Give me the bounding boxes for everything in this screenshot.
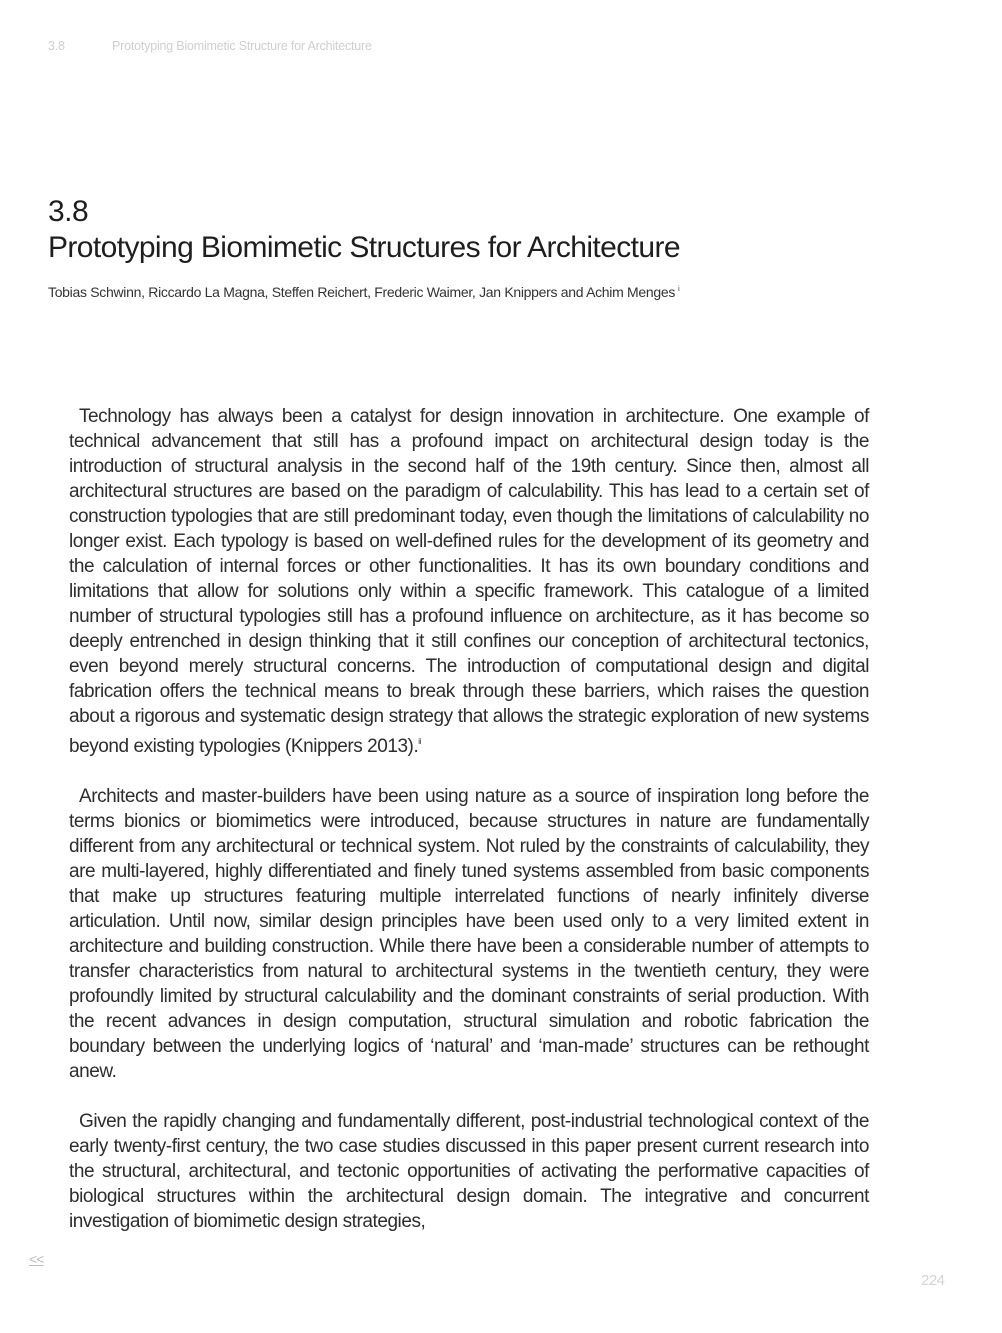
previous-page-link[interactable]: << bbox=[29, 1251, 44, 1267]
chapter-authors bbox=[48, 284, 679, 300]
body-text bbox=[69, 404, 869, 1259]
paragraph-text: Given the rapidly changing and fundamentally different, post-industrial technological context of the early twenty-first century, the two case studies discussed in this paper present current research into the structural, architectural, and tectonic opportunities of activating the performative capacities of biological structures within the architectural design domain. The integrative and concurrent investigation of biomimetic design strategies, bbox=[69, 1111, 869, 1232]
authors-footnote-marker[interactable]: i bbox=[678, 286, 680, 293]
running-header-section-title: Prototyping Biomimetic Structure for Architecture bbox=[112, 39, 372, 53]
page-number: 224 bbox=[921, 1272, 945, 1289]
chapter-number: 3.8 bbox=[48, 195, 89, 228]
paragraph bbox=[69, 1109, 869, 1234]
running-header bbox=[48, 39, 372, 53]
authors-list: Tobias Schwinn, Riccardo La Magna, Steffen Reichert, Frederic Waimer, Jan Knippers and Achim Menges bbox=[48, 284, 676, 300]
paragraph bbox=[69, 404, 869, 759]
paragraph-text: Architects and master-builders have been using nature as a source of inspiration long before the terms bionics or biomimetics were introduced, because structures in nature are fundamentally different from any architectural or technical system. Not ruled by the constraints of calculability, they are multi-layered, highly differentiated and finely tuned systems assembled from basic components that make up structures featuring multiple interrelated functions of nearly infinitely diverse articulation. Until now, similar design principles have been used only to a very limited extent in architecture and building construction. While there have been a considerable number of attempts to transfer characteristics from natural to architectural systems in the twentieth century, they were profoundly limited by structural calculability and the dominant constraints of serial production. With the recent advances in design computation, structural simulation and robotic fabrication the boundary between the underlying logics of ‘natural’ and ‘man-made’ structures can be rethought anew. bbox=[69, 786, 869, 1082]
chapter-title: Prototyping Biomimetic Structures for Architecture bbox=[48, 231, 680, 264]
paragraph-text: Technology has always been a catalyst for design innovation in architecture. One example of technical advancement that still has a profound impact on architectural design today is the introduction of structural analysis in the second half of the 19th century. Since then, almost all architectural structures are based on the paradigm of calculability. This has lead to a certain set of construction typologies that are still predominant today, even though the limitations of calculability no longer exist. Each typology is based on well-defined rules for the development of its geometry and the calculation of internal forces or other functionalities. It has its own boundary conditions and limitations that allow for solutions only within a specific framework. This catalogue of a limited number of structural typologies still has a profound influence on architecture, as it has become so deeply entrenched in design thinking that it still confines our conception of architectural tectonics, even beyond merely structural concerns. The introduction of computational design and digital fabrication offers the technical means to break through these barriers, which raises the question about a rigorous and systematic design strategy that allows the strategic exploration of new systems beyond existing typologies (Knippers 2013). bbox=[69, 406, 869, 757]
footnote-marker[interactable]: ii bbox=[418, 737, 421, 746]
running-header-section-number: 3.8 bbox=[48, 39, 65, 53]
paragraph bbox=[69, 784, 869, 1084]
